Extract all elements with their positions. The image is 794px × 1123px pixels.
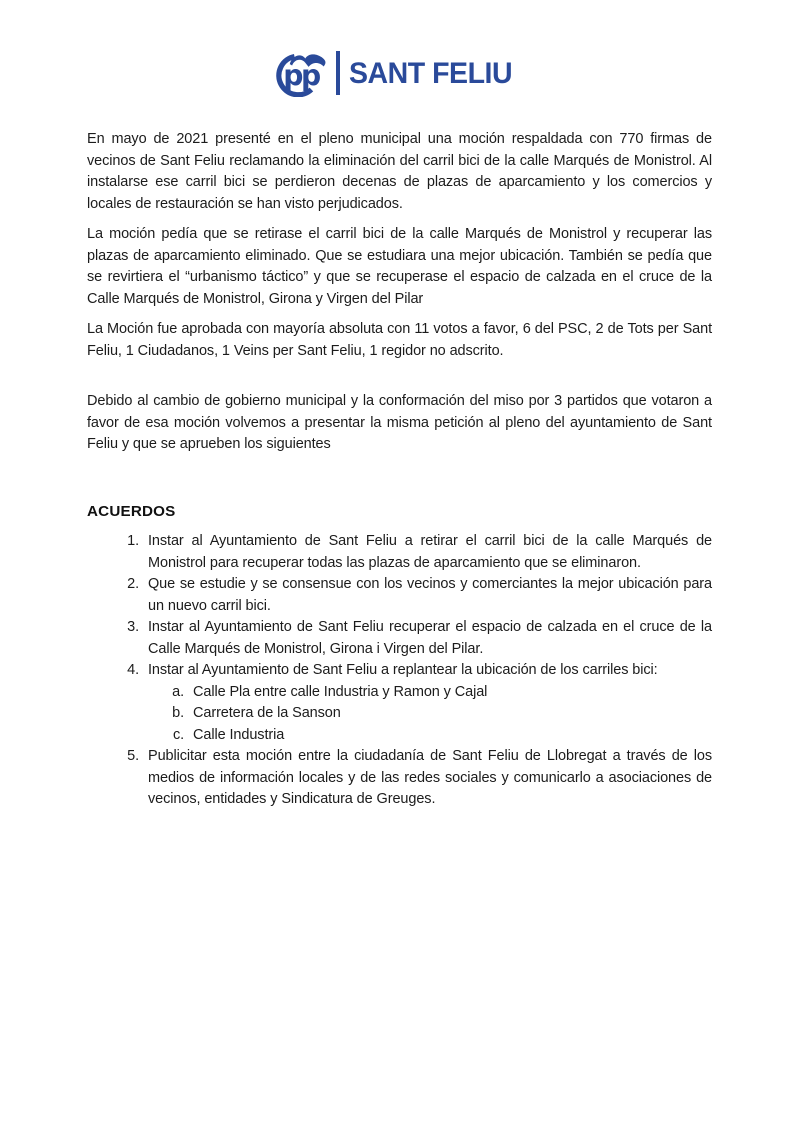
acuerdo-item-1 [143, 531, 712, 574]
acuerdo-item-4-sublist [148, 682, 712, 747]
acuerdos-heading: ACUERDOS [87, 502, 176, 520]
acuerdo-subitem-a [188, 682, 712, 704]
pp-emblem-icon [273, 50, 331, 97]
acuerdo-item-2-text: Que se estudie y se consensue con los vecinos y comerciantes la mejor ubicación para un nuevo carril bici. [148, 576, 712, 614]
acuerdo-subitem-c-text: Calle Industria [193, 726, 285, 743]
paragraph-1: En mayo de 2021 presenté en el pleno municipal una moción respaldada con 770 firmas de vecinos de Sant Feliu reclamando la eliminación del carril bici de la calle Marqués de Monistrol. Al instalarse ese carril bici se perdieron decenas de plazas de aparcamiento y los comercios y locales de restauración se han visto perjudicados. [87, 131, 712, 212]
acuerdo-item-4 [143, 660, 712, 746]
acuerdo-subitem-b-text: Carretera de la Sanson [193, 705, 341, 721]
pp-sant-feliu-logo [0, 50, 794, 97]
acuerdo-item-3-text: Instar al Ayuntamiento de Sant Feliu recuperar el espacio de calzada en el cruce de la Calle Marqués de Monistrol, Girona i Virgen del Pilar. [148, 619, 712, 657]
document-body [87, 129, 712, 811]
acuerdo-item-1-text: Instar al Ayuntamiento de Sant Feliu a retirar el carril bici de la calle Marqués de Monistrol para recuperar todas las plazas de aparcamiento que se eliminaron. [148, 533, 712, 571]
acuerdo-subitem-b [188, 703, 712, 725]
logo-org-name: SANT FELIU [348, 57, 512, 90]
paragraph-2: La moción pedía que se retirase el carril bici de la calle Marqués de Monistrol y recuperar las plazas de aparcamiento eliminado. Que se estudiara una mejor ubicación. También se pedía que se revirtiera el “urbanismo táctico” y que se recuperase el espacio de calzada en el cruce de la Calle Marqués de Monistrol, Girona y Virgen del Pilar [87, 226, 712, 307]
acuerdo-item-3 [143, 617, 712, 660]
acuerdos-list [87, 531, 712, 811]
acuerdo-item-2 [143, 574, 712, 617]
pp-letters: pp [283, 58, 320, 92]
acuerdo-subitem-a-text: Calle Pla entre calle Industria y Ramon y Cajal [193, 683, 488, 700]
paragraph-3: La Moción fue aprobada con mayoría absoluta con 11 votos a favor, 6 del PSC, 2 de Tots per Sant Feliu, 1 Ciudadanos, 1 Veins per Sant Feliu, 1 regidor no adscrito. [87, 321, 712, 359]
acuerdo-item-5-text: Publicitar esta moción entre la ciudadanía de Sant Feliu de Llobregat a través de los medios de información locales y de las redes sociales y comunicarlo a asociaciones de vecinos, entidades y Sindicatura de Greuges. [148, 748, 712, 807]
acuerdo-item-4-text: Instar al Ayuntamiento de Sant Feliu a replantear la ubicación de los carriles bici: [148, 662, 658, 678]
acuerdo-subitem-c [188, 725, 712, 747]
acuerdo-item-5 [143, 746, 712, 811]
logo-divider [336, 51, 340, 95]
paragraph-4: Debido al cambio de gobierno municipal y la conformación del miso por 3 partidos que votaron a favor de esa moción volvemos a presentar la misma petición al pleno del ayuntamiento de Sant Feliu y que se aprueben los siguientes [87, 393, 712, 452]
